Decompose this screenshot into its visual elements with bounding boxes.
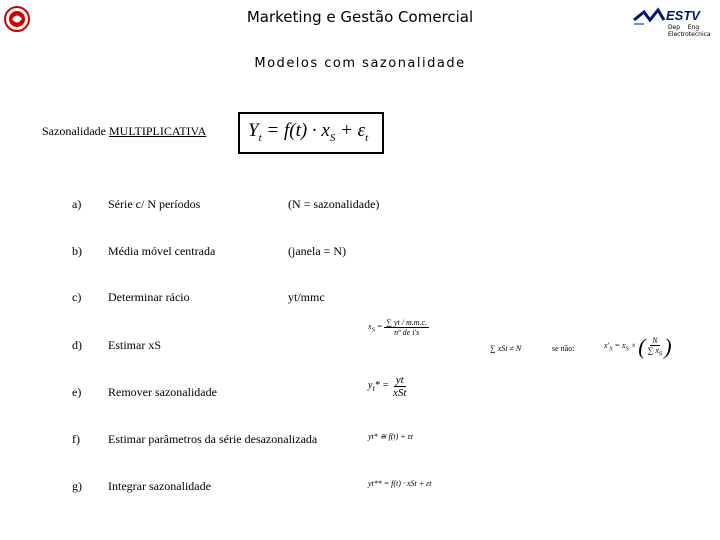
step-g-letter: g) [72, 479, 82, 493]
dept-line2: Electrotecnica [668, 31, 711, 38]
step-f-text: Estimar parâmetros da série desazonalizada [108, 432, 318, 446]
step-e-letter: e) [72, 385, 82, 399]
formula-e-num: yt [395, 374, 404, 386]
header-title: Marketing e Gestão Comercial [246, 8, 474, 26]
formula-f: yt* ≅ f(t) + εt [368, 432, 414, 441]
formula-d-num: ∑ yt / m.m.c. [386, 318, 428, 327]
model-label [42, 124, 206, 139]
step-c-text: Determinar rácio [108, 290, 190, 304]
formula-d-normalized: $x'_S = x_S$ × ( $\frac{N}{\sum x_S}$ ) [604, 334, 672, 359]
step-a-letter: a) [72, 197, 82, 211]
subtitle: Modelos com sazonalidade [254, 56, 466, 71]
step-b-note: (janela = N) [288, 244, 347, 258]
model-label-prefix: Sazonalidade [42, 124, 109, 138]
step-a-text: Série c/ N períodos [108, 197, 201, 211]
formula-e-den: xSt [393, 387, 407, 399]
formula-d: $x_S$ = $\frac{\sum yt / m.m.c.}{\text{nº de i's}}$ [368, 318, 428, 337]
formula-e: $y_t*$ = $\frac{yt}{\text{xSt}}$ [368, 374, 407, 399]
step-d-text: Estimar xS [108, 338, 161, 352]
model-formula-box [238, 112, 384, 154]
step-g-text: Integrar sazonalidade [108, 479, 211, 493]
formula-d-condition: ∑ xSi ≠ N [490, 344, 522, 353]
formula-d-senao: se não: [552, 344, 575, 353]
step-a-note: (N = sazonalidade) [288, 197, 380, 211]
formula-g: yt** = f(t) · xSt + εt [368, 479, 432, 488]
formula-d-den: nº de i's [394, 328, 420, 337]
step-d-letter: d) [72, 338, 82, 352]
step-f-letter: f) [72, 432, 80, 446]
step-b-letter: b) [72, 244, 82, 258]
model-label-emph: MULTIPLICATIVA [108, 124, 207, 138]
dept-line1: Dep Eng [668, 24, 700, 31]
step-c-letter: c) [72, 290, 82, 304]
step-b-text: Média móvel centrada [108, 244, 216, 258]
model-formula: $Y_t = f(t) \cdot x_S + \varepsilon_t$ [248, 120, 369, 144]
step-e-text: Remover sazonalidade [108, 385, 217, 399]
step-c-note: yt/mmc [288, 290, 325, 304]
svg-text:ESTV: ESTV [666, 8, 700, 23]
